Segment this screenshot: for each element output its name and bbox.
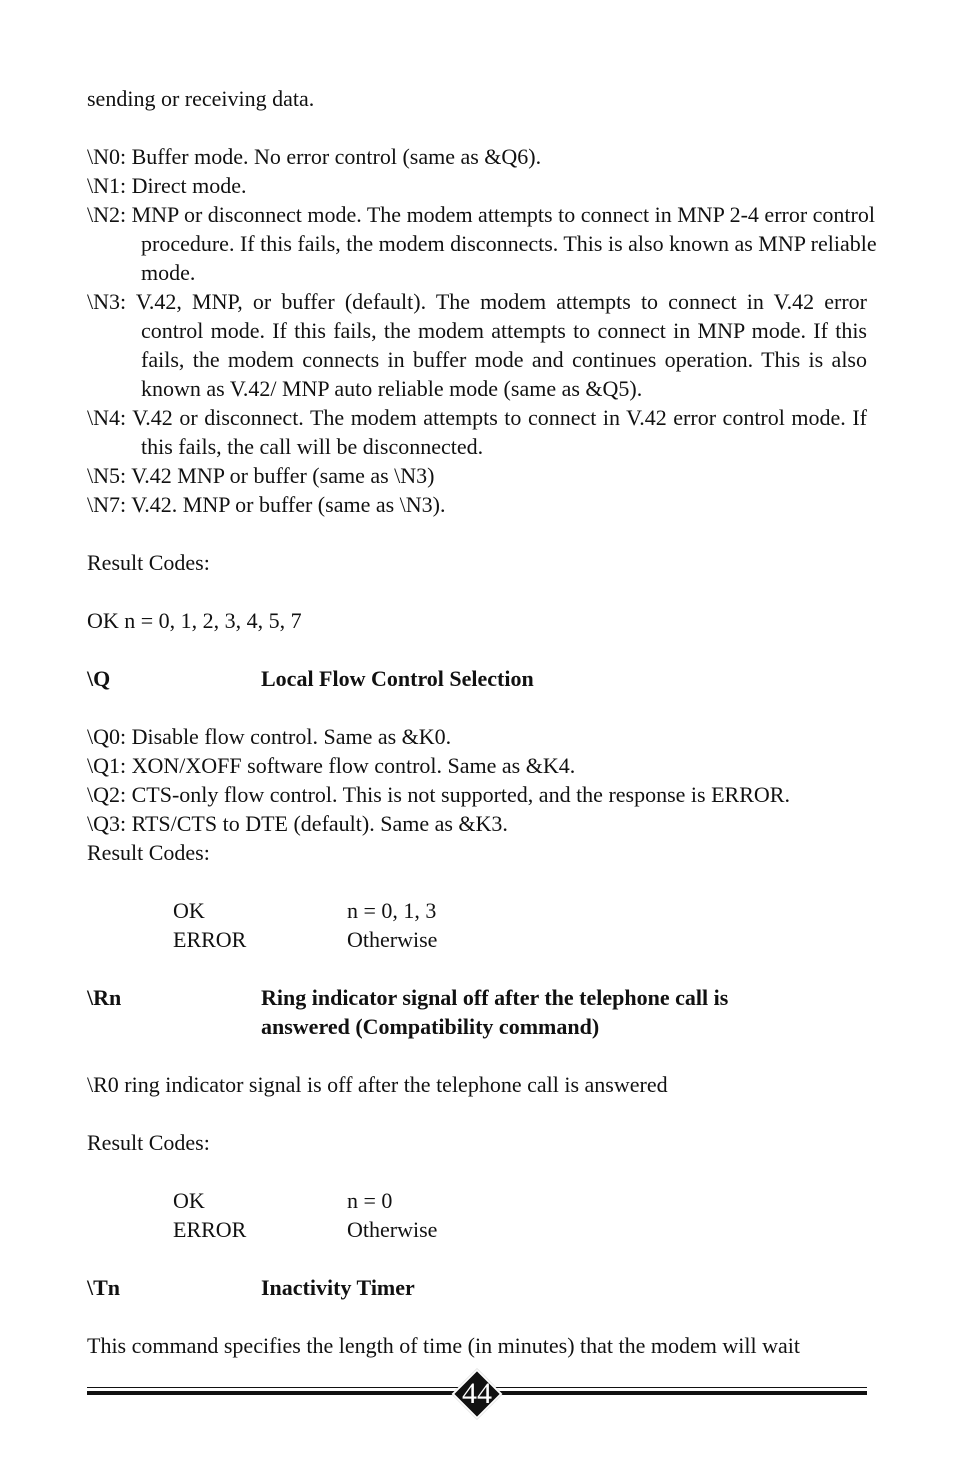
result-row: [87, 1186, 867, 1215]
result-row: [87, 925, 867, 954]
q3-item: \Q3: RTS/CTS to DTE (default). Same as &K3.: [87, 811, 508, 836]
result-code: OK: [173, 898, 205, 923]
result-code: OK: [173, 1188, 205, 1213]
intro-text: sending or receiving data.: [87, 86, 315, 111]
n1-item: \N1: Direct mode.: [87, 173, 247, 198]
manual-page: [87, 84, 877, 1360]
q1-item: \Q1: XON/XOFF software flow control. Same as &K4.: [87, 753, 576, 778]
r-command: \Rn: [87, 985, 122, 1010]
result-meaning: Otherwise: [347, 1217, 438, 1242]
n5-item: \N5: V.42 MNP or buffer (same as \N3): [87, 463, 435, 488]
result-meaning: Otherwise: [347, 927, 438, 952]
q0-item: \Q0: Disable flow control. Same as &K0.: [87, 724, 452, 749]
n-result-label: Result Codes:: [87, 550, 210, 575]
result-row: [87, 896, 867, 925]
n7-item: \N7: V.42. MNP or buffer (same as \N3).: [87, 492, 446, 517]
n-result-value: OK n = 0, 1, 2, 3, 4, 5, 7: [87, 608, 302, 633]
r-title-line2: answered (Compatibility command): [261, 1014, 600, 1039]
page-number: 44: [462, 1377, 492, 1410]
q-result-label: Result Codes:: [87, 840, 210, 865]
t-title: Inactivity Timer: [261, 1275, 415, 1300]
result-row: [87, 1215, 867, 1244]
n3-item: \N3: V.42, MNP, or buffer (default). The modem attempts to connect in V.42 error control mode. If this fails, the modem attempts to connect in MNP mode. If this fails, the modem connects in buffer mode and continues operation. This is also known as V.42/ MNP auto reliable mode (same as &Q5).: [87, 289, 867, 401]
r-section-heading: [87, 983, 867, 1041]
r-description: \R0 ring indicator signal is off after the telephone call is answered: [87, 1072, 668, 1097]
q2-item: \Q2: CTS-only flow control. This is not supported, and the response is ERROR.: [87, 782, 790, 807]
result-meaning: n = 0, 1, 3: [347, 898, 437, 923]
result-code: ERROR: [173, 1217, 247, 1242]
r-title-line1: Ring indicator signal off after the telephone call is: [261, 985, 729, 1010]
result-meaning: n = 0: [347, 1188, 393, 1213]
n2-item: \N2: MNP or disconnect mode. The modem attempts to connect in MNP 2-4 error control procedure. If this fails, the modem disconnects. This is also known as MNP reliable mode.: [87, 202, 877, 285]
t-description: This command specifies the length of time (in minutes) that the modem will wait: [87, 1333, 801, 1358]
q-command: \Q: [87, 666, 111, 691]
page-footer: [87, 1377, 867, 1424]
q-section-heading: [87, 664, 867, 693]
t-section-heading: [87, 1273, 867, 1302]
n4-item: \N4: V.42 or disconnect. The modem attempts to connect in V.42 error control mode. If this fails, the call will be disconnected.: [87, 405, 867, 459]
result-code: ERROR: [173, 927, 247, 952]
page-number-badge: [459, 1376, 495, 1412]
n0-item: \N0: Buffer mode. No error control (same as &Q6).: [87, 144, 542, 169]
t-command: \Tn: [87, 1275, 121, 1300]
q-title: Local Flow Control Selection: [261, 666, 534, 691]
r-result-label: Result Codes:: [87, 1130, 210, 1155]
